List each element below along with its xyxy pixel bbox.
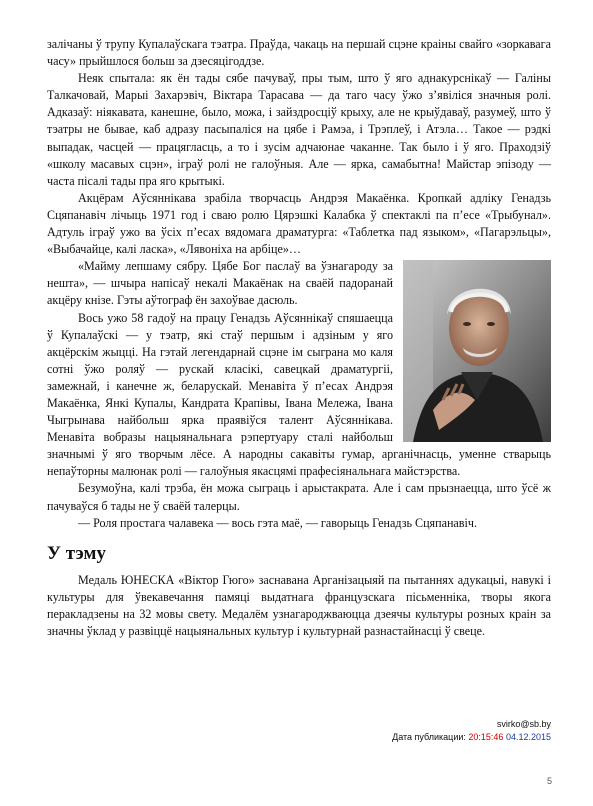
- publication-label: Дата публикации:: [392, 732, 469, 742]
- publication-meta: [392, 718, 551, 744]
- article-body: [47, 36, 551, 640]
- paragraph: Безумоўна, калі трэба, ён можа сыграць і арыстакрата. Але і сам прызнаецца, што ўсё ж пачуваўся б тады не ў сваёй талерцы.: [47, 481, 551, 513]
- publication-time: 20:15:46: [468, 732, 504, 742]
- section-heading: У тэму: [47, 542, 106, 564]
- author-email: svirko@sb.by: [496, 719, 551, 729]
- paragraph: — Роля простага чалавека — вось гэта маё, — гаворыць Генадзь Сцяпанавіч.: [78, 515, 477, 530]
- publication-date: 04.12.2015: [505, 732, 551, 742]
- paragraph: Акцёрам Аўсяннікава зрабіла творчасць Андрэя Макаёнка. Кропкай адліку Генадзь Сцяпанавіч лічыць 1971 год і сваю ролю Цярэшкі Калабка ў спектаклі па п’есе «Трыбунал». Адтуль іграў ужо ва ўсіх п’есах вядомага драматурга: «Таблетка пад языком», «Пагарэльцы», «Выбачайце, калі ласка», «Лявоніха на арбіце»…: [47, 190, 551, 257]
- portrait-photo-icon: [403, 260, 551, 442]
- paragraph: залічаны ў трупу Купалаўскага тэатра. Праўда, чакаць на першай сцэне краіны свайго «зоркавага часу» прыйшлося больш за дзесяцігоддзе.: [47, 37, 551, 69]
- publication-date-line: [392, 731, 551, 744]
- paragraph: «Майму лепшаму сябру. Цябе Бог паслаў ва ўзнагароду за нешта», — шчыра напісаў некалі Макаёнак на сваёй падоранай акцёру кнізе. Гэты аўтограф ён захоўвае дасюль.: [47, 259, 393, 308]
- page-number: 5: [546, 776, 552, 786]
- section-paragraph: Медаль ЮНЕСКА «Віктор Гюго» заснавана Арганізацыяй па пытаннях адукацыі, навукі і культуры для ўвекавечання памяці выдатнага французскага пісьменніка, творы якога перакладзены на 32 мовы свету. Медалём узнагароджваюцца дзеячы культуры розных краін за значны ўклад у развіццё нацыянальных культур і культурнай разнастайнасці ў свеце.: [47, 572, 551, 638]
- paragraph: Неяк спытала: як ён тады сябе пачуваў, пры тым, што ў яго аднакурснікаў — Галіны Талкачовай, Марыі Захарэвіч, Віктара Тарасава — да таго часу ўжо з’явіліся значныя ролі. Адказаў: ніякавата, канешне, было, можа, і зайздросціў крыху, але не крыўдаваў, разумеў, што ў тэатры не бывае, каб адразу пасыпаліся на цябе і Рамэа, і Трэплеў, і Атэла… Такое — рэдкі выпадак, часцей — працягласць, а то і зусім адчаюнае чаканне. Так было і ў яго. Праходзіў «школу масавых сцэн», іграў ролі не галоўныя. Але — ярка, самабытна! Майстар эпізоду — часта пісалі тады пра яго крытыкі.: [47, 71, 551, 188]
- paragraph: Вось ужо 58 гадоў на працу Генадзь Аўсяннікаў спяшаецца ў Купалаўскі — у тэатр, які стаў першым і адзіным у яго акцёрскім жыцці. На гэтай легендарнай сцэне ім сыграна мо каля сотні ўжо роляў — рускай класікі, савецкай драматургіі, замежнай, і канечне ж, беларускай. Менавіта ў п’есах Андрэя Макаёнка, Янкі Купалы, Кандрата Крапівы, Івана Мележа, Івана Чыгрынава найбольш ярка праявіўся талент Аўсяннікава. Менавіта вобразы нацыянальнага рэпертуару сталі найбольш значнымі ў яго творчым лёсе. А народны сакавіты гумар, арганічнасць, уменне стварыць непаўторны малюнак ролі — галоўныя якасцямі прафесіянальнага майстэрства.: [47, 310, 551, 479]
- actor-portrait-photo: [403, 260, 551, 442]
